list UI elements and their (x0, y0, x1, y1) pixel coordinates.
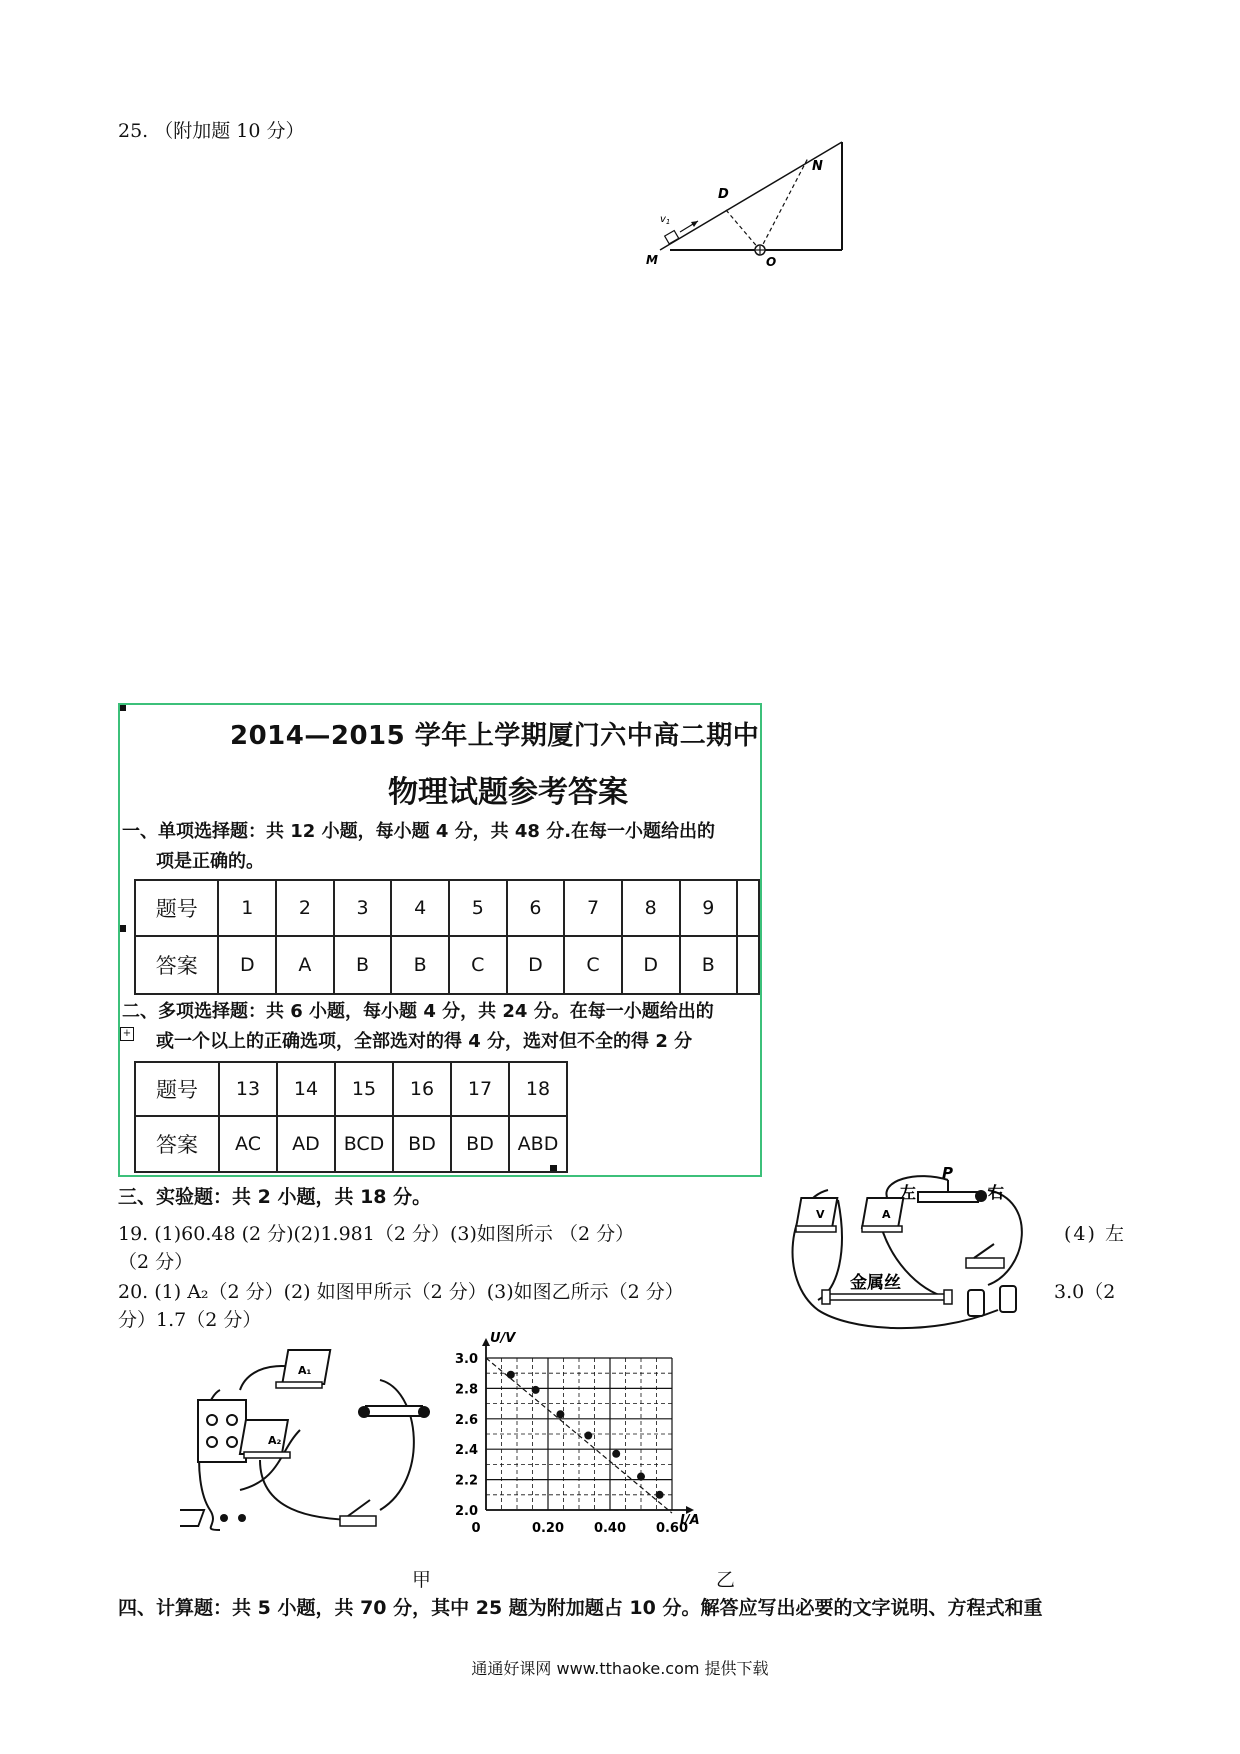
y-tick-label: 2.8 (454, 1382, 478, 1398)
left-label: 左 (900, 1183, 917, 1202)
q20-line2: 分）1.7（2 分） (118, 1309, 262, 1331)
x-tick-label: 0.20 (531, 1521, 565, 1536)
table-cell: 8 (622, 880, 680, 936)
O-label: O (766, 255, 777, 269)
table-cell: 7 (564, 880, 622, 936)
section1-line1: 一、单项选择题：共 12 小题，每小题 4 分，共 48 分.在每一小题给出的 (122, 821, 716, 842)
table-cell: BCD (335, 1116, 393, 1172)
battery-icon (968, 1290, 984, 1316)
section2-number-row (135, 1062, 567, 1116)
resistance-box-icon (198, 1400, 246, 1462)
data-point (656, 1491, 664, 1499)
table-cell: 9 (680, 880, 738, 936)
table-cell: AC (219, 1116, 277, 1172)
wire-label: 金属丝 (850, 1273, 901, 1293)
table-cell: B (334, 936, 392, 994)
switch-icon (966, 1244, 1004, 1268)
voltmeter-icon (796, 1198, 837, 1232)
table-cell: A (276, 936, 334, 994)
P-label: P (942, 1164, 953, 1182)
x-tick-label: 0 (471, 1521, 481, 1536)
q20-tail: 3.0（2 (1054, 1281, 1116, 1303)
y-axis-arrow (482, 1338, 490, 1346)
q25-incline-diagram (630, 130, 850, 270)
y-tick-label: 2.0 (454, 1504, 478, 1519)
rheostat-icon (358, 1406, 430, 1418)
answer-subtitle: 物理试题参考答案 (388, 775, 628, 810)
table-cell: 5 (449, 880, 507, 936)
table-cell: 1 (218, 880, 276, 936)
number-header: 题号 (135, 880, 218, 936)
y-tick-label: 2.2 (454, 1473, 478, 1489)
y-tick-label: 2.4 (454, 1443, 478, 1459)
y-axis-label: U/V (490, 1331, 516, 1346)
table-cell: 3 (334, 880, 392, 936)
section2-line2: 或一个以上的正确选项，全部选对的得 4 分，选对但不全的得 2 分 (156, 1031, 693, 1052)
q19-line2: （2 分） (118, 1251, 194, 1273)
q25-label: 25. （附加题 10 分） (118, 120, 305, 142)
D-label: D (718, 187, 729, 202)
svg-text:A: A (882, 1208, 891, 1221)
table-cell: C (449, 936, 507, 994)
label-yi: 乙 (716, 1569, 736, 1591)
answer-header: 答案 (135, 1116, 219, 1172)
table-cell: D (218, 936, 276, 994)
table-cell: 17 (451, 1062, 509, 1116)
data-point (532, 1386, 540, 1394)
battery-icon (1000, 1286, 1016, 1312)
rheostat-icon (918, 1180, 987, 1202)
section1-number-row (135, 880, 759, 936)
table-cell: 18 (509, 1062, 567, 1116)
table-cell: 2 (276, 880, 334, 936)
answer-header: 答案 (135, 936, 218, 994)
table-cell: ABD (509, 1116, 567, 1172)
section2-table (134, 1061, 568, 1173)
table-cell: 14 (277, 1062, 335, 1116)
q20-line1: 20. (1) A₂（2 分）(2) 如图甲所示（2 分）(3)如图乙所示（2 分） (118, 1281, 684, 1303)
section4-heading: 四、计算题：共 5 小题，共 70 分，其中 25 题为附加题占 10 分。解答应写出必要的文字说明、方程式和重 (118, 1597, 1043, 1619)
page-footer: 通通好课网 www.tthaoke.com 提供下载 (471, 1659, 769, 1678)
table-cell: 6 (507, 880, 565, 936)
dashed-DO (726, 210, 760, 250)
section1-table (134, 879, 760, 995)
table-cell: 4 (391, 880, 449, 936)
section2-line1: 二、多项选择题：共 6 小题，每小题 4 分，共 24 分。在每一小题给出的 (122, 1001, 714, 1022)
svg-text:A₂: A₂ (268, 1434, 282, 1447)
number-header: 题号 (135, 1062, 219, 1116)
data-point (556, 1410, 564, 1418)
label-jia: 甲 (412, 1569, 432, 1591)
section3-heading: 三、实验题：共 2 小题，共 18 分。 (118, 1186, 432, 1208)
answer-key-box (118, 703, 762, 1177)
switch-icon (340, 1500, 376, 1526)
ammeter-a2-icon (240, 1420, 290, 1458)
table-cell: 15 (335, 1062, 393, 1116)
q20-circuit-jia (180, 1340, 440, 1540)
table-cell: AD (277, 1116, 335, 1172)
section1-line2: 项是正确的。 (156, 851, 264, 872)
x-axis-label: I/A (680, 1513, 700, 1528)
section1-answer-row (135, 936, 759, 994)
M-label: M (646, 253, 658, 267)
y-tick-label: 3.0 (454, 1352, 478, 1367)
table-cell: C (564, 936, 622, 994)
right-label: 右 (988, 1183, 1005, 1202)
y-tick-label: 2.6 (454, 1412, 478, 1428)
x-tick-label: 0.40 (593, 1521, 627, 1536)
answer-title: 2014—2015 学年上学期厦门六中高二期中 (230, 721, 760, 751)
uv-chart (440, 1330, 700, 1570)
table-cell: B (391, 936, 449, 994)
q19-tail: (4) 左 (1064, 1223, 1126, 1245)
svg-text:V: V (816, 1208, 825, 1221)
dashed-ON (760, 158, 808, 250)
svg-text:A₁: A₁ (298, 1364, 312, 1377)
block (665, 231, 679, 244)
table-cell: D (507, 936, 565, 994)
table-move-handle[interactable]: + (120, 1027, 134, 1041)
data-point (612, 1450, 620, 1458)
data-point (584, 1432, 592, 1440)
table-cell: BD (393, 1116, 451, 1172)
ammeter-icon (862, 1198, 903, 1232)
chart-axes (455, 1338, 694, 1536)
table-cell: B (680, 936, 738, 994)
table-cell: BD (451, 1116, 509, 1172)
v1-label: $v_1$ (660, 214, 671, 226)
x-tick-label: 0.60 (655, 1521, 689, 1536)
ammeter-a1-icon (276, 1350, 330, 1388)
table-cell: 16 (393, 1062, 451, 1116)
table-cell: 13 (219, 1062, 277, 1116)
q19-line1: 19. (1)60.48 (2 分)(2)1.981（2 分）(3)如图所示 （2 分） (118, 1223, 635, 1245)
q19-circuit-diagram (768, 1160, 1058, 1340)
table-cell: D (622, 936, 680, 994)
section2-answer-row (135, 1116, 567, 1172)
data-point (507, 1371, 515, 1379)
data-point (637, 1473, 645, 1481)
N-label: N (812, 159, 823, 174)
